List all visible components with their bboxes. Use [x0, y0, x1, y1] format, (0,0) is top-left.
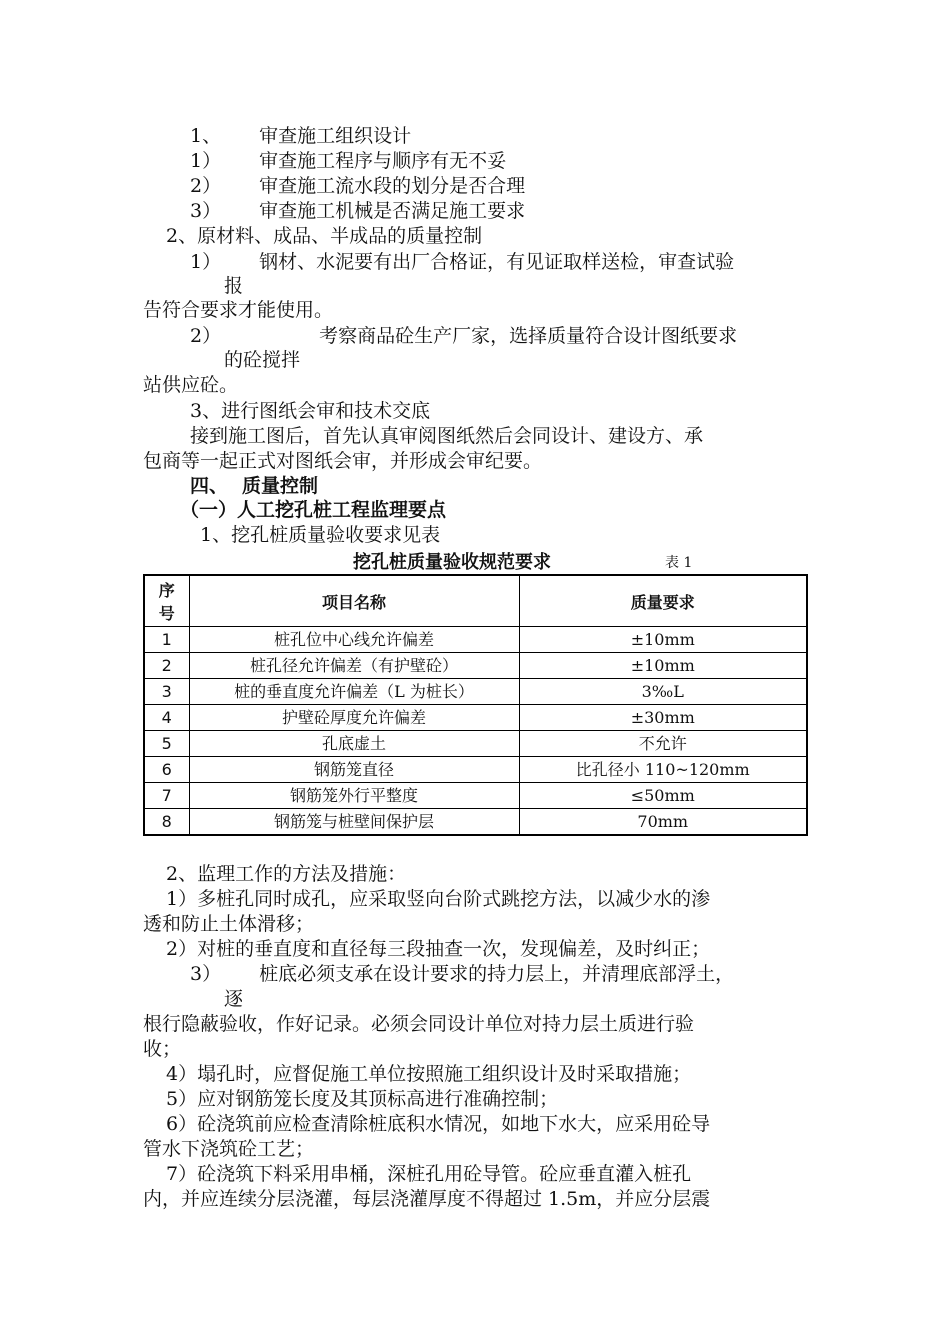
table-row: [144, 627, 807, 653]
cell-seq: 2: [144, 653, 189, 679]
s5-m5: 5）应对钢筋笼长度及其顶标高进行准确控制；: [166, 1088, 559, 1110]
table-row: [144, 653, 807, 679]
cell-req: ±10mm: [519, 653, 807, 679]
s5-m1-line-2: 透和防止土体滑移；: [143, 913, 315, 935]
s3-para-line-1: 接到施工图后，首先认真审阅图纸然后会同设计、建设方、承: [190, 425, 704, 447]
s5-m1-line-1: 1）多桩孔同时成孔，应采取竖向台阶式跳挖方法，以减少水的渗: [166, 888, 711, 910]
table-header-row: [144, 575, 807, 627]
s2-item-2-wrap: 的砼搅拌: [224, 349, 301, 371]
s1-item-3-num: 3）: [190, 200, 222, 222]
s4-heading-num: 四、: [190, 475, 229, 497]
header-item-name: 项目名称: [189, 575, 519, 627]
cell-req: 不允许: [519, 731, 807, 757]
s5-m6-line-2: 管水下浇筑砼工艺；: [143, 1138, 315, 1160]
s2-item-1-text: 钢材、水泥要有出厂合格证，有见证取样送检，审查试验: [259, 251, 735, 273]
cell-name: 桩孔位中心线允许偏差: [189, 627, 519, 653]
s2-item-2-text: 考察商品砼生产厂家，选择质量符合设计图纸要求: [319, 325, 738, 347]
s5-m7-line-1: 7）砼浇筑下料采用串桶，深桩孔用砼导管。砼应垂直灌入桩孔: [166, 1163, 692, 1185]
s2-item-2-num: 2）: [190, 325, 222, 347]
s2-item-1-num: 1）: [190, 251, 222, 273]
cell-seq: 6: [144, 757, 189, 783]
header-seq-line-1: 序: [158, 581, 175, 600]
s5-m3: [190, 962, 734, 986]
s1-heading-text: 审查施工组织设计: [259, 125, 412, 147]
s5-m3-line-2: 根行隐蔽验收，作好记录。必须会同设计单位对持力层土质进行验: [143, 1013, 695, 1035]
s1-item-3: [190, 199, 525, 223]
cell-req: ≤50mm: [519, 783, 807, 809]
cell-req: 70mm: [519, 809, 807, 836]
s5-m4: 4）塌孔时，应督促施工单位按照施工组织设计及时采取措施；: [166, 1063, 692, 1085]
s2-heading: 2、原材料、成品、半成品的质量控制: [166, 225, 483, 247]
s5-m3-num: 3）: [190, 963, 222, 985]
cell-name: 钢筋笼直径: [189, 757, 519, 783]
s4-intro: 1、挖孔桩质量验收要求见表: [200, 524, 441, 546]
s3-heading: 3、进行图纸会审和技术交底: [190, 400, 431, 422]
cell-req: ±30mm: [519, 705, 807, 731]
table-label: 表 1: [665, 555, 693, 571]
s1-heading-num: 1、: [190, 125, 222, 147]
cell-req: 3‰L: [519, 679, 807, 705]
s5-m2: 2）对桩的垂直度和直径每三段抽查一次，发现偏差，及时纠正；: [166, 938, 711, 960]
cell-req: 比孔径小 110~120mm: [519, 757, 807, 783]
cell-seq: 1: [144, 627, 189, 653]
cell-name: 钢筋笼外行平整度: [189, 783, 519, 809]
s5-m7-line-2: 内，并应连续分层浇灌，每层浇灌厚度不得超过 1.5m，并应分层震: [143, 1188, 711, 1210]
table-row: [144, 731, 807, 757]
s1-item-2-text: 审查施工流水段的划分是否合理: [259, 175, 526, 197]
table-row: [144, 705, 807, 731]
cell-req: ±10mm: [519, 627, 807, 653]
cell-seq: 5: [144, 731, 189, 757]
s5-m3-wrap: 逐: [224, 988, 244, 1010]
cell-name: 桩的垂直度允许偏差（L 为桩长）: [189, 679, 519, 705]
s1-item-2: [190, 174, 525, 198]
s2-item-1-cont: 告符合要求才能使用。: [143, 299, 334, 321]
s4-heading-text: 质量控制: [242, 475, 319, 497]
s4-subheading: （一）人工挖孔桩工程监理要点: [180, 499, 447, 521]
quality-spec-table: [143, 574, 808, 836]
cell-seq: 7: [144, 783, 189, 809]
header-seq-line-2: 号: [158, 604, 175, 623]
s2-item-1: [190, 250, 734, 274]
table-row: [144, 783, 807, 809]
cell-name: 桩孔径允许偏差（有护壁砼）: [189, 653, 519, 679]
cell-seq: 4: [144, 705, 189, 731]
s1-item-3-text: 审查施工机械是否满足施工要求: [259, 200, 526, 222]
cell-seq: 8: [144, 809, 189, 836]
header-seq: [144, 575, 189, 627]
header-quality-req: 质量要求: [519, 575, 807, 627]
table-row: [144, 757, 807, 783]
s5-m3-line-3: 收；: [143, 1038, 182, 1060]
s1-item-2-num: 2）: [190, 175, 222, 197]
table-caption: 挖孔桩质量验收规范要求: [353, 552, 551, 573]
s4-heading: [190, 474, 318, 498]
s3-para-line-2: 包商等一起正式对图纸会审，并形成会审纪要。: [143, 450, 543, 472]
s5-m3-text: 桩底必须支承在设计要求的持力层上，并清理底部浮土，: [259, 963, 735, 985]
table-row: [144, 809, 807, 836]
table-row: [144, 679, 807, 705]
s1-heading: [190, 124, 411, 148]
s1-item-1: [190, 149, 506, 173]
s2-item-2: [190, 324, 737, 348]
cell-seq: 3: [144, 679, 189, 705]
cell-name: 钢筋笼与桩壁间保护层: [189, 809, 519, 836]
s5-heading: 2、监理工作的方法及措施：: [166, 863, 407, 885]
s1-item-1-num: 1）: [190, 150, 222, 172]
cell-name: 孔底虚土: [189, 731, 519, 757]
s5-m6-line-1: 6）砼浇筑前应检查清除桩底积水情况，如地下水大，应采用砼导: [166, 1113, 711, 1135]
s1-item-1-text: 审查施工程序与顺序有无不妥: [259, 150, 507, 172]
cell-name: 护壁砼厚度允许偏差: [189, 705, 519, 731]
s2-item-1-wrap: 报: [224, 275, 244, 297]
s2-item-2-cont: 站供应砼。: [143, 374, 239, 396]
